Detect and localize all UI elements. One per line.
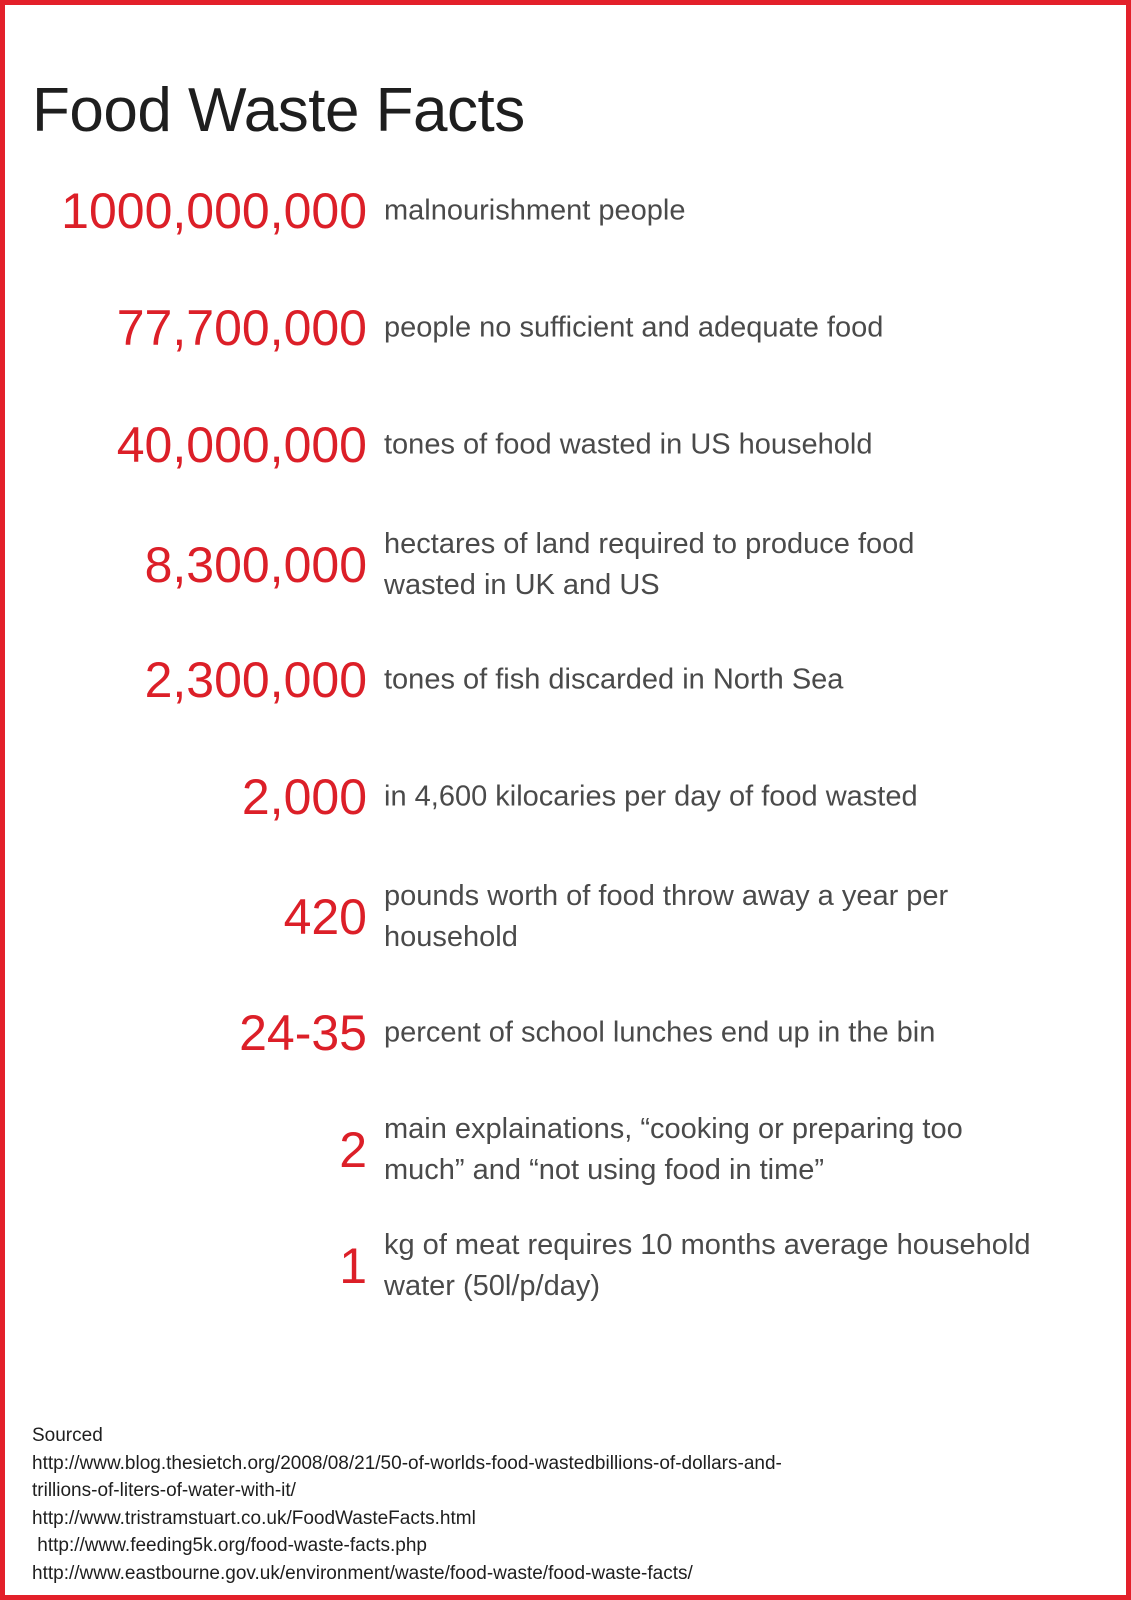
fact-row [0, 993, 1131, 1073]
fact-number: 40,000,000 [116, 417, 367, 473]
source-link: http://www.blog.thesietch.org/2008/08/21/50-of-worlds-food-wastedbillions-of-dollars-and- [32, 1452, 782, 1474]
fact-description: tones of food wasted in US household [384, 428, 873, 461]
fact-description: kg of meat requires 10 months average household water (50l/p/day) [384, 1229, 1031, 1302]
fact-row [0, 288, 1131, 368]
fact-row [0, 757, 1131, 837]
page-title: Food Waste Facts [32, 76, 525, 145]
source-link-continued: trillions-of-liters-of-water-with-it/ [32, 1480, 296, 1501]
fact-description: in 4,600 kilocaries per day of food wasted [384, 780, 918, 813]
fact-description: tones of fish discarded in North Sea [384, 663, 844, 696]
fact-description: pounds worth of food throw away a year per household [384, 880, 949, 953]
fact-number: 1 [339, 1238, 367, 1294]
fact-number: 420 [283, 889, 367, 945]
fact-row [0, 171, 1131, 251]
fact-row [0, 525, 1131, 605]
fact-row [0, 877, 1131, 957]
fact-number: 2,000 [241, 769, 367, 825]
fact-description: main explainations, “cooking or preparing too much” and “not using food in time” [384, 1113, 963, 1186]
fact-row [0, 640, 1131, 720]
sources-block [32, 1422, 1112, 1587]
source-link: http://www.tristramstuart.co.uk/FoodWasteFacts.html [32, 1507, 476, 1529]
fact-description: people no sufficient and adequate food [384, 311, 884, 344]
fact-number: 2 [339, 1122, 367, 1178]
source-link: http://www.eastbourne.gov.uk/environment/waste/food-waste/food-waste-facts/ [32, 1562, 693, 1584]
fact-row [0, 1226, 1131, 1306]
fact-row [0, 1110, 1131, 1190]
fact-number: 77,700,000 [116, 300, 367, 356]
fact-number: 1000,000,000 [61, 183, 367, 239]
fact-number: 24-35 [239, 1005, 367, 1061]
fact-description: hectares of land required to produce food wasted in UK and US [384, 528, 915, 601]
fact-number: 8,300,000 [144, 537, 367, 593]
fact-number: 2,300,000 [144, 652, 367, 708]
fact-description: malnourishment people [384, 194, 686, 227]
sources-heading: Sourced [32, 1425, 103, 1446]
fact-description: percent of school lunches end up in the bin [384, 1016, 936, 1049]
fact-row [0, 405, 1131, 485]
source-link: http://www.feeding5k.org/food-waste-facts.php [32, 1535, 427, 1556]
